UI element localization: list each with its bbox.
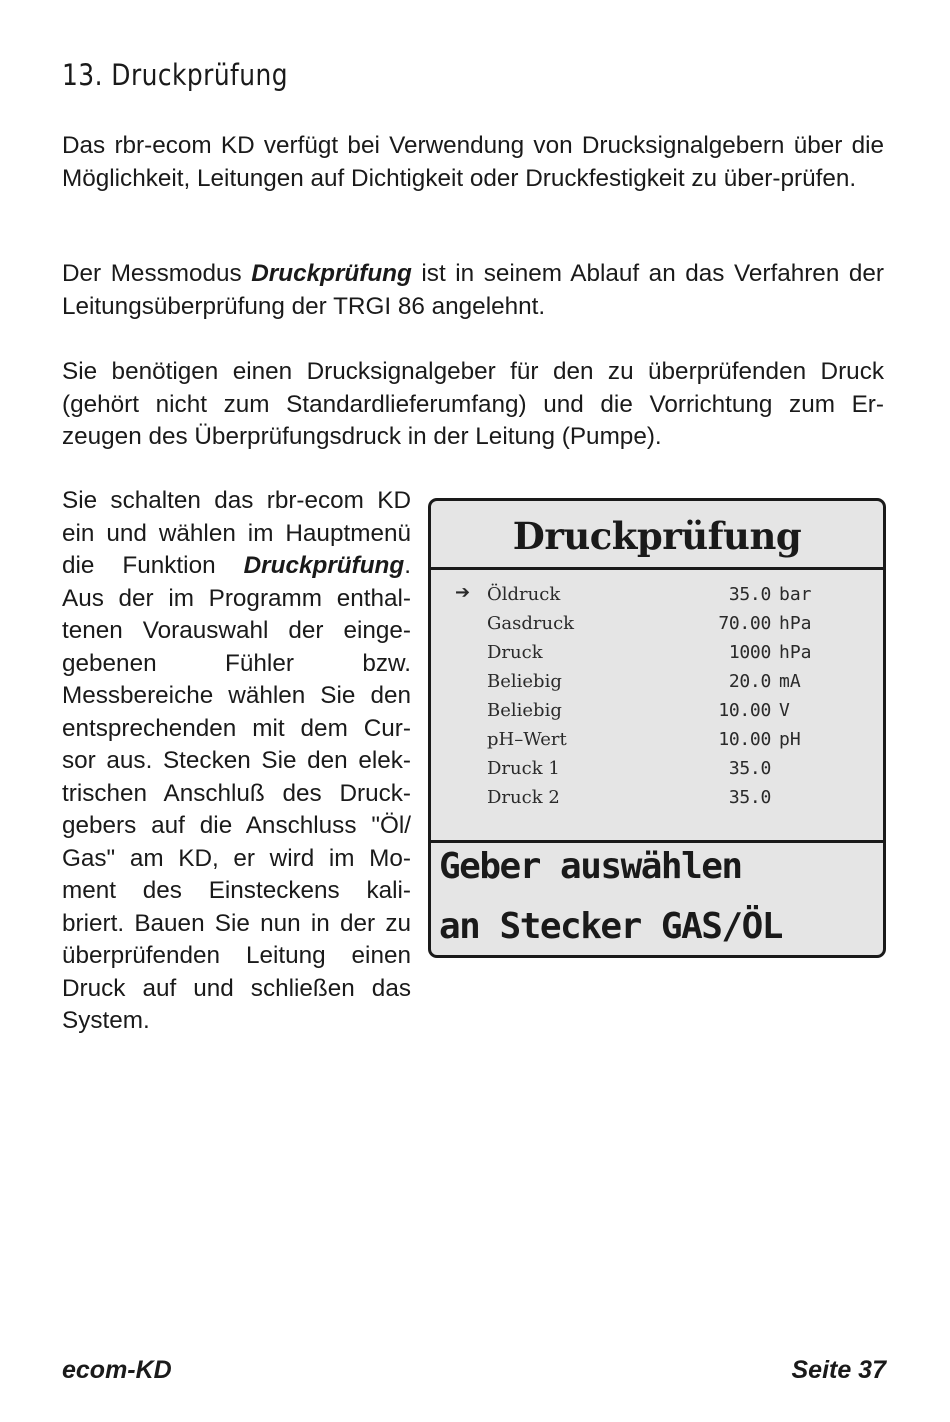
sensor-value: 10.00 (718, 729, 771, 750)
function-name-emphasis: Druckprüfung (243, 552, 405, 579)
sensor-name: pH–Wert (487, 729, 567, 750)
procedure-paragraph-start: Sie schalten das rbr-ecom KD ein und wählen im Hauptmenü die Funktion (62, 487, 411, 579)
requirements-paragraph: Sie benötigen einen Drucksignalgeber für den zu überprüfenden Druck (gehört nicht zum Standardlieferumfang) und die Vorrichtung zum Er-zeugen des Überprüfungsdruck in der Leitung (Pumpe). (62, 358, 884, 450)
sensor-unit: V (779, 700, 790, 721)
mode-name-emphasis: Druckprüfung (251, 260, 412, 287)
sensor-name: Druck (487, 642, 543, 663)
sensor-unit: pH (779, 729, 801, 750)
sensor-row-oeldruck[interactable] (431, 580, 883, 609)
sensor-name: Beliebig (487, 700, 562, 721)
device-display (428, 498, 886, 958)
sensor-value: 20.0 (728, 671, 771, 692)
mode-paragraph-end: ist in seinem Ablauf an das Verfahren der Leitungsüberprüfung der TRGI 86 angelehnt. (62, 260, 884, 320)
section-heading: 13. Druckprüfung (62, 58, 289, 92)
mode-paragraph (62, 258, 884, 323)
sensor-value: 1000 (728, 642, 771, 663)
sensor-unit: mA (779, 671, 801, 692)
footer-page-number: Seite 37 (791, 1356, 886, 1384)
sensor-value: 35.0 (728, 758, 771, 779)
sensor-name: Druck 2 (487, 787, 560, 808)
sensor-row-beliebig-v[interactable] (431, 696, 883, 725)
sensor-value: 35.0 (728, 787, 771, 808)
display-title: Druckprüfung (431, 501, 883, 570)
sensor-row-gasdruck[interactable] (431, 609, 883, 638)
mode-paragraph-start: Der Messmodus (62, 260, 252, 287)
display-message-line-1: Geber auswählen (439, 846, 742, 887)
sensor-row-druck-1[interactable] (431, 754, 883, 783)
sensor-row-ph-wert[interactable] (431, 725, 883, 754)
sensor-name: Gasdruck (487, 613, 575, 634)
sensor-row-beliebig-ma[interactable] (431, 667, 883, 696)
display-message-line-2: an Stecker GAS/ÖL (439, 906, 782, 947)
sensor-value: 35.0 (728, 584, 771, 605)
sensor-row-druck[interactable] (431, 638, 883, 667)
sensor-name: Druck 1 (487, 758, 560, 779)
sensor-unit: hPa (779, 613, 812, 634)
procedure-paragraph (62, 485, 411, 1038)
sensor-list (431, 570, 883, 843)
sensor-value: 10.00 (718, 700, 771, 721)
sensor-value: 70.00 (718, 613, 771, 634)
intro-paragraph: Das rbr-ecom KD verfügt bei Verwendung von Drucksignalgebern über die Möglichkeit, Leitungen auf Dichtigkeit oder Druckfestigkeit zu über-prüfen. (62, 132, 884, 192)
sensor-unit: hPa (779, 642, 812, 663)
sensor-name: Öldruck (487, 584, 561, 605)
sensor-name: Beliebig (487, 671, 562, 692)
procedure-paragraph-end: . Aus der im Programm enthal-tenen Vorauswahl der einge-gebenen Fühler bzw. Messbereiche wählen Sie den entsprechenden mit dem Cur-sor aus. Stecken Sie den elek-trischen Anschluß des Druck-gebers auf die Anschluss "Öl/ Gas" am KD, er wird im Mo-ment des Einsteckens kali-briert. Bauen Sie nun in der zu überprüfenden Leitung einen Druck auf und schließen das System. (62, 552, 411, 1034)
footer-product-name: ecom-KD (62, 1356, 172, 1384)
sensor-unit: bar (779, 584, 812, 605)
arrow-right-icon: ➔ (455, 582, 471, 603)
sensor-row-druck-2[interactable] (431, 783, 883, 812)
